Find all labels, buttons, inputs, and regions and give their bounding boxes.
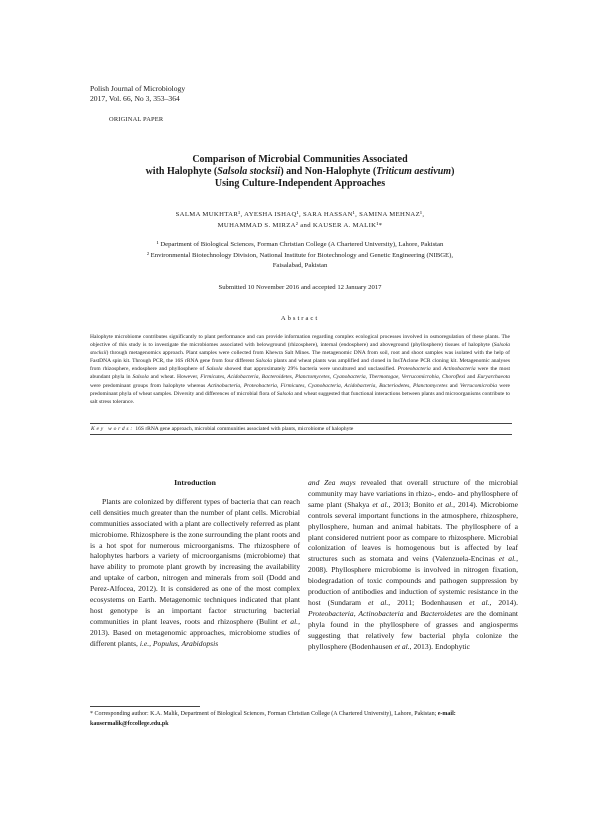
intro-paragraph-1: Plants are colonized by different types of bacteria that can reach cell densities much greater than the number of plant cells. Microbial communities associated with a plant are collectively referred as plant microbiome. Rhizosphere is the zone surrounding the plant roots and is a hot spot for numerous microorganisms. The rhizosphere of halophytes harbors a variety of microorganisms (microbiome) that have ability to promote plant growth by increasing the availability and uptake of carbon, nitrogen and minerals from soil (Dodd and Perez-Alfocea, 2012). It is considered as one of the most complex ecosystems on Earth. Metagenomic techniques indicated that plant host genotype is an important factor structuring bacterial communities in plant leaves, roots and rhizosphere (Bulint et al., 2013). Based on metagenomic approaches, microbiome studies of different plants, i.e., Populus, Arabidopsis <box>90 496 300 648</box>
authors-line-2: MUHAMMAD S. MIRZA² and KAUSER A. MALIK¹* <box>217 222 383 229</box>
journal-header <box>90 84 185 104</box>
paper-title <box>60 154 540 191</box>
intro-paragraph-continued: and Zea mays revealed that overall structure of the microbial community may have variations in rhizo-, endo- and phyllosphere of same plant (Shakya et al., 2013; Bonito et al., 2014). Microbiome controls several important functions in the atmosphere, rhizosphere, phyllosphere, human and animal habitats. The phyllosphere of a plant considered nutrient poor as compare to rhizosphere. Microbial colonization of leaves is homogenous but is affected by leaf structures such as stomata and veins (Valenzuela-Encinas et al., 2008). Phyllosphere microbiome is involved in nitrogen fixation, biodegradation of toxic compounds and pathogen suppression by production of antibodies and induction of systemic resistance in the host (Sundaram et al., 2011; Bodenhausen et al., 2014). Proteobacteria, Actinobacteria and Bacteroidetes are the dominant phyla found in the phyllosphere of grasses and angiosperms suggesting that relatively few bacterial phyla colonize the phyllosphere (Bodenhausen et al., 2013). Endophytic <box>308 478 519 651</box>
title-line-2: with Halophyte (Salsola stocksii) and Non-Halophyte (Triticum aestivum) <box>145 166 455 178</box>
affiliation-2-line-1: ² Environmental Biotechnology Division, National Institute for Biotechnology and Genetic Engineering (NIBGE), <box>146 251 454 259</box>
abstract-heading: Abstract <box>280 315 320 322</box>
paper-type: ORIGINAL PAPER <box>109 116 164 123</box>
footnote-rule <box>90 706 200 707</box>
title-line-3: Using Culture-Independent Approaches <box>214 178 386 190</box>
keywords-label: Key words: <box>91 426 135 432</box>
keywords-text: 16S rRNA gene approach, microbial communities associated with plants, microbiome of halophyte <box>135 426 354 432</box>
keywords-box <box>90 423 512 435</box>
body-column-left <box>90 478 300 650</box>
journal-name: Polish Journal of Microbiology <box>90 84 186 93</box>
title-line-1: Comparison of Microbial Communities Associated <box>192 154 408 165</box>
submission-dates: Submitted 10 November 2016 and accepted 12 January 2017 <box>218 284 382 291</box>
journal-issue: 2017, Vol. 66, No 3, 353–364 <box>90 94 180 103</box>
author-list <box>60 209 540 231</box>
body-column-right <box>308 478 518 653</box>
corresponding-email: e-mail: kausermalik@fccollege.edu.pk <box>90 711 456 727</box>
affiliations <box>60 240 540 272</box>
introduction-heading: Introduction <box>174 478 216 487</box>
authors-line-1: SALMA MUKHTAR¹, AYESHA ISHAQ¹, SARA HASSAN¹, SAMINA MEHNAZ¹, <box>175 211 425 218</box>
corresponding-author-footnote: * Corresponding author: K.A. Malik, Department of Biological Sciences, Forman Christian College (A Chartered University), Lahore, Pakistan; e-mail: kausermalik@fccollege.edu.pk <box>90 710 510 729</box>
affiliation-1: ¹ Department of Biological Sciences, Forman Christian College (A Chartered University), Lahore, Pakistan <box>156 241 444 248</box>
abstract-body: Halophyte microbiome contributes significantly to plant performance and can provide information regarding complex ecological processes involved in osmoregulation of these plants. The objective of this study is to investigate the microbiomes associated with belowground (rhizosphere), internal (endosphere) and aboveground (phyllosphere) tissues of halophyte (Salsola stocksii) through metagenomics approach. Plant samples were collected from Khewra Salt Mines. The metagenomic DNA from soil, root and shoot samples was isolated with the help of FastDNA spin kit. Through PCR, the 16S rRNA gene from four different Salsola plants and wheat plants was amplified and cloned in InsTAclone PCR cloning kit. Metagenomic analyses from rhizosphere, endosphere and phyllosphere of Salsola showed that approximately 29% bacteria were uncultured and unclassified. Proteobacteria and Actinobacteria were the most abundant phyla in Salsola and wheat. However, Firmicutes, Acidobacteria, Bacteroidetes, Planctomycetes, Cyanobacteria, Thermotogae, Verrucomicrobia, Choroflexi and Euryarchaeota were predominant groups from halophyte whereas Actinobacteria, Proteobacteria, Firmicutes, Cyanobacteria, Acidobacteria, Bacteriodetes, Planctomycetes and Verrucomicrobia were predominant phyla of wheat samples. Diversity and differences of microbial flora of Salsola and wheat suggested that functional interactions between plants and microorganisms contribute to salt stress tolerance. <box>90 334 510 405</box>
affiliation-2-line-2: Faisalabad, Pakistan <box>272 262 328 269</box>
